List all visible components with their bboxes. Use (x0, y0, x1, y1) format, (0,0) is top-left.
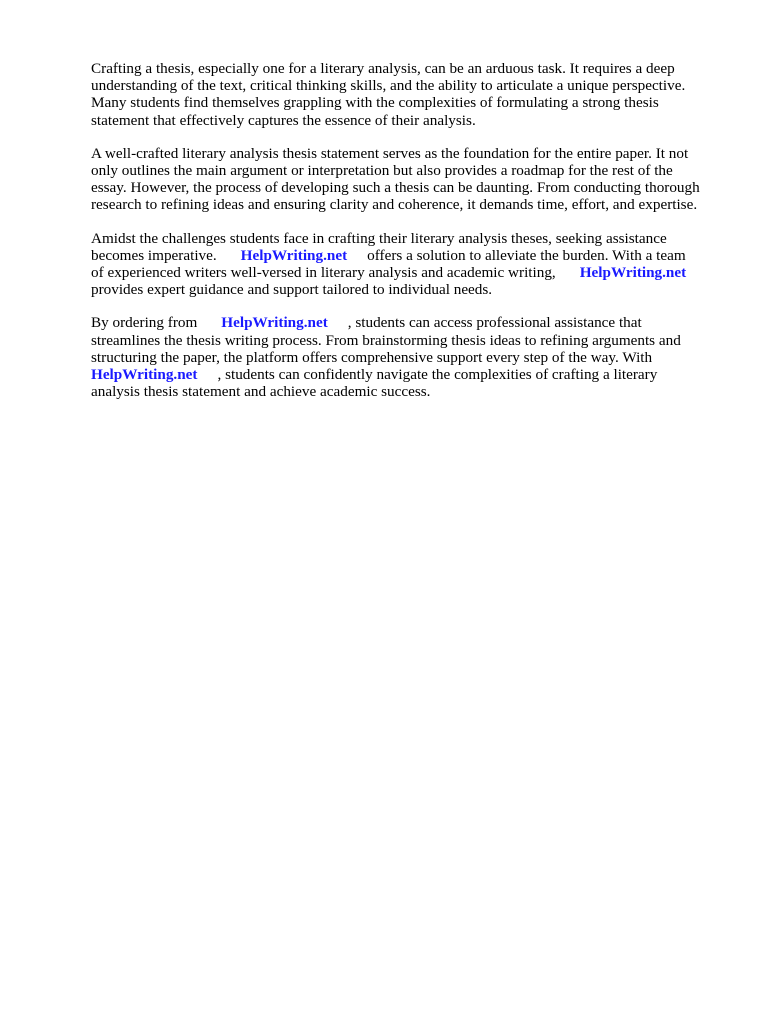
text-line: statement that effectively captures the essence of their analysis. (91, 111, 476, 129)
paragraph-assistance (91, 230, 721, 299)
text-line (91, 264, 721, 281)
text-line: understanding of the text, critical thinking skills, and the ability to articulate a unique perspective. (91, 77, 686, 95)
paragraph-intro (91, 60, 721, 129)
text-line: provides expert guidance and support tailored to individual needs. (91, 281, 493, 299)
paragraph-thesis-foundation (91, 145, 721, 214)
text-segment: offers a solution to alleviate the burden. With a team (367, 246, 686, 264)
text-segment: , students can access professional assistance that (347, 314, 642, 332)
text-line (91, 314, 721, 331)
text-line: streamlines the thesis writing process. From brainstorming thesis ideas to refining arguments and (91, 331, 681, 349)
text-line: A well-crafted literary analysis thesis statement serves as the foundation for the entire paper. It not (91, 144, 689, 162)
text-segment: By ordering from (91, 314, 198, 332)
text-line (91, 247, 721, 264)
text-line: only outlines the main argument or interpretation but also provides a roadmap for the rest of the (91, 162, 673, 180)
text-line: essay. However, the process of developing such a thesis can be daunting. From conducting thorough (91, 179, 700, 197)
text-segment: , students can confidently navigate the complexities of crafting a literary (217, 366, 658, 384)
text-line: analysis thesis statement and achieve academic success. (91, 383, 431, 401)
text-line: Amidst the challenges students face in crafting their literary analysis theses, seeking assistance (91, 229, 667, 247)
text-line: Crafting a thesis, especially one for a literary analysis, can be an arduous task. It requires a deep (91, 60, 675, 77)
text-segment: of experienced writers well-versed in literary analysis and academic writing, (91, 264, 556, 282)
text-segment: becomes imperative. (91, 246, 217, 264)
paragraph-ordering (91, 314, 721, 400)
helpwriting-link[interactable]: HelpWriting.net (579, 264, 687, 282)
text-line: research to refining ideas and ensuring clarity and coherence, it demands time, effort, and expertise. (91, 196, 698, 214)
document-page (91, 60, 721, 416)
text-line (91, 366, 721, 383)
text-line: structuring the paper, the platform offers comprehensive support every step of the way. With (91, 348, 653, 366)
text-line: Many students find themselves grappling with the complexities of formulating a strong thesis (91, 94, 659, 112)
helpwriting-link[interactable]: HelpWriting.net (221, 314, 328, 332)
helpwriting-link[interactable]: HelpWriting.net (91, 366, 198, 384)
helpwriting-link[interactable]: HelpWriting.net (240, 246, 348, 264)
